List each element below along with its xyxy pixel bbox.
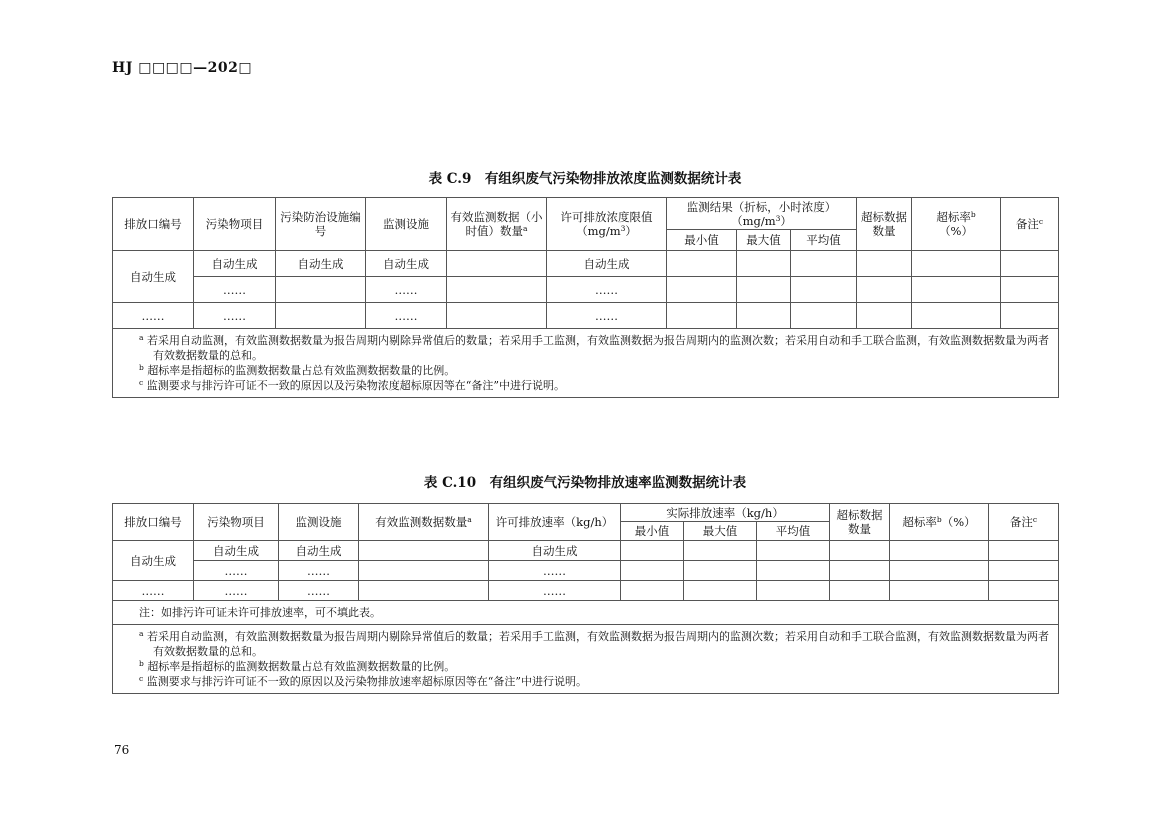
cell-max bbox=[737, 251, 791, 277]
cell-facility: …… bbox=[279, 581, 359, 601]
header-monitoring-result: 监测结果（折标，小时浓度）$(mg/m^3)$ bbox=[667, 198, 857, 230]
table-row bbox=[113, 561, 1059, 581]
header-avg: 平均值 bbox=[757, 522, 830, 541]
cell-remark bbox=[1001, 303, 1059, 329]
header-avg: 平均值 bbox=[791, 230, 857, 251]
table-c10 bbox=[112, 503, 1059, 694]
footnote-c: $^c$ 监测要求与排污许可证不一致的原因以及污染物排放速率超标原因等在“备注”中进行说明。 bbox=[139, 674, 587, 688]
table-footnotes-row bbox=[113, 329, 1059, 398]
cell-pollutant: …… bbox=[194, 277, 276, 303]
table-header-row bbox=[113, 504, 1059, 522]
cell-valid bbox=[447, 277, 547, 303]
cell-max bbox=[737, 277, 791, 303]
table-c10-footnotes bbox=[113, 625, 1059, 694]
table-c9-caption: 表 C.9 有组织废气污染物排放浓度监测数据统计表 bbox=[428, 171, 742, 187]
cell-exceed-count bbox=[830, 581, 890, 601]
table-note-row bbox=[113, 601, 1059, 625]
cell-remark bbox=[989, 541, 1059, 561]
cell-pollutant: 自动生成 bbox=[194, 251, 276, 277]
cell-facility: …… bbox=[279, 561, 359, 581]
cell-control bbox=[276, 303, 366, 329]
header-exceed-count: 超标数据数量 bbox=[857, 198, 912, 251]
cell-facility: 自动生成 bbox=[366, 251, 447, 277]
cell-avg bbox=[757, 561, 830, 581]
header-valid-data-count: 有效监测数据数量$^a$ bbox=[359, 504, 489, 541]
cell-valid bbox=[359, 581, 489, 601]
footnote-b: $^b$ 超标率是指超标的监测数据数量占总有效监测数据数量的比例。 bbox=[139, 659, 456, 673]
cell-exceed-count bbox=[857, 277, 912, 303]
table-c9-footnotes bbox=[113, 329, 1059, 398]
cell-exceed-rate bbox=[912, 251, 1001, 277]
cell-limit: 自动生成 bbox=[547, 251, 667, 277]
cell-control bbox=[276, 277, 366, 303]
header-outlet-id: 排放口编号 bbox=[113, 198, 194, 251]
header-outlet-id: 排放口编号 bbox=[113, 504, 194, 541]
header-valid-data-count: 有效监测数据（小时值）数量$^a$ bbox=[447, 198, 547, 251]
cell-min bbox=[667, 277, 737, 303]
cell-avg bbox=[791, 277, 857, 303]
cell-exceed-count bbox=[830, 541, 890, 561]
cell-remark bbox=[1001, 277, 1059, 303]
header-control-facility-id: 污染防治设施编号 bbox=[276, 198, 366, 251]
table-header-row bbox=[113, 198, 1059, 230]
cell-min bbox=[621, 581, 684, 601]
table-row bbox=[113, 303, 1059, 329]
header-min: 最小值 bbox=[667, 230, 737, 251]
cell-remark bbox=[1001, 251, 1059, 277]
table-footnotes-row bbox=[113, 625, 1059, 694]
cell-max bbox=[684, 541, 757, 561]
cell-limit: …… bbox=[547, 303, 667, 329]
document-header-code: HJ □□□□—202□ bbox=[112, 60, 253, 76]
cell-pollutant: …… bbox=[194, 303, 276, 329]
header-min: 最小值 bbox=[621, 522, 684, 541]
cell-valid bbox=[359, 541, 489, 561]
header-remark: 备注$^c$ bbox=[989, 504, 1059, 541]
page-number: 76 bbox=[114, 743, 130, 757]
cell-limit: …… bbox=[547, 277, 667, 303]
cell-exceed-rate bbox=[890, 541, 989, 561]
cell-pollutant: …… bbox=[194, 581, 279, 601]
table-c10-caption: 表 C.10 有组织废气污染物排放速率监测数据统计表 bbox=[423, 475, 747, 491]
header-monitoring-facility: 监测设施 bbox=[366, 198, 447, 251]
table-row bbox=[113, 541, 1059, 561]
cell-limit: …… bbox=[489, 561, 621, 581]
cell-outlet: 自动生成 bbox=[113, 251, 194, 303]
footnote-a: $^a$ 若采用自动监测，有效监测数据数量为报告周期内剔除异常值后的数量；若采用手工监测，有效监测数据为报告周期内的监测次数；若采用自动和手工联合监测，有效监测数据数量为两者有效数据数量的总和。 bbox=[139, 333, 1049, 362]
footnote-c: $^c$ 监测要求与排污许可证不一致的原因以及污染物浓度超标原因等在“备注”中进行说明。 bbox=[139, 378, 565, 392]
cell-remark bbox=[989, 561, 1059, 581]
cell-exceed-rate bbox=[912, 303, 1001, 329]
cell-avg bbox=[791, 303, 857, 329]
cell-avg bbox=[791, 251, 857, 277]
table-row bbox=[113, 251, 1059, 277]
header-permit-rate: 许可排放速率（kg/h） bbox=[489, 504, 621, 541]
cell-max bbox=[684, 561, 757, 581]
header-remark: 备注$^c$ bbox=[1001, 198, 1059, 251]
cell-exceed-count bbox=[857, 303, 912, 329]
header-exceed-rate: 超标率$^b$（%） bbox=[890, 504, 989, 541]
table-c10-note: 注：如排污许可证未许可排放速率，可不填此表。 bbox=[113, 601, 1059, 625]
cell-limit: …… bbox=[489, 581, 621, 601]
header-max: 最大值 bbox=[684, 522, 757, 541]
cell-exceed-rate bbox=[912, 277, 1001, 303]
header-exceed-count: 超标数据数量 bbox=[830, 504, 890, 541]
cell-min bbox=[667, 303, 737, 329]
cell-pollutant: …… bbox=[194, 561, 279, 581]
cell-max bbox=[737, 303, 791, 329]
cell-outlet: …… bbox=[113, 581, 194, 601]
footnote-a: $^a$ 若采用自动监测，有效监测数据数量为报告周期内剔除异常值后的数量；若采用手工监测，有效监测数据为报告周期内的监测次数；若采用自动和手工联合监测，有效监测数据数量为两者有效数据数量的总和。 bbox=[139, 629, 1049, 658]
cell-exceed-count bbox=[857, 251, 912, 277]
cell-valid bbox=[359, 561, 489, 581]
header-pollutant: 污染物项目 bbox=[194, 198, 276, 251]
cell-limit: 自动生成 bbox=[489, 541, 621, 561]
header-permit-limit: 许可排放浓度限值$(mg/m^3)$ bbox=[547, 198, 667, 251]
cell-facility: …… bbox=[366, 277, 447, 303]
cell-min bbox=[621, 561, 684, 581]
cell-outlet: …… bbox=[113, 303, 194, 329]
cell-min bbox=[667, 251, 737, 277]
cell-facility: …… bbox=[366, 303, 447, 329]
cell-valid bbox=[447, 251, 547, 277]
cell-exceed-count bbox=[830, 561, 890, 581]
cell-exceed-rate bbox=[890, 561, 989, 581]
cell-remark bbox=[989, 581, 1059, 601]
cell-control: 自动生成 bbox=[276, 251, 366, 277]
cell-max bbox=[684, 581, 757, 601]
cell-exceed-rate bbox=[890, 581, 989, 601]
table-row bbox=[113, 277, 1059, 303]
table-c9 bbox=[112, 197, 1059, 398]
cell-avg bbox=[757, 581, 830, 601]
cell-avg bbox=[757, 541, 830, 561]
cell-facility: 自动生成 bbox=[279, 541, 359, 561]
header-monitoring-facility: 监测设施 bbox=[279, 504, 359, 541]
footnote-b: $^b$ 超标率是指超标的监测数据数量占总有效监测数据数量的比例。 bbox=[139, 363, 456, 377]
header-exceed-rate: 超标率$^b$ （%） bbox=[912, 198, 1001, 251]
cell-outlet: 自动生成 bbox=[113, 541, 194, 581]
header-max: 最大值 bbox=[737, 230, 791, 251]
header-pollutant: 污染物项目 bbox=[194, 504, 279, 541]
cell-min bbox=[621, 541, 684, 561]
cell-valid bbox=[447, 303, 547, 329]
table-row bbox=[113, 581, 1059, 601]
cell-pollutant: 自动生成 bbox=[194, 541, 279, 561]
header-actual-rate: 实际排放速率（kg/h） bbox=[621, 504, 830, 522]
